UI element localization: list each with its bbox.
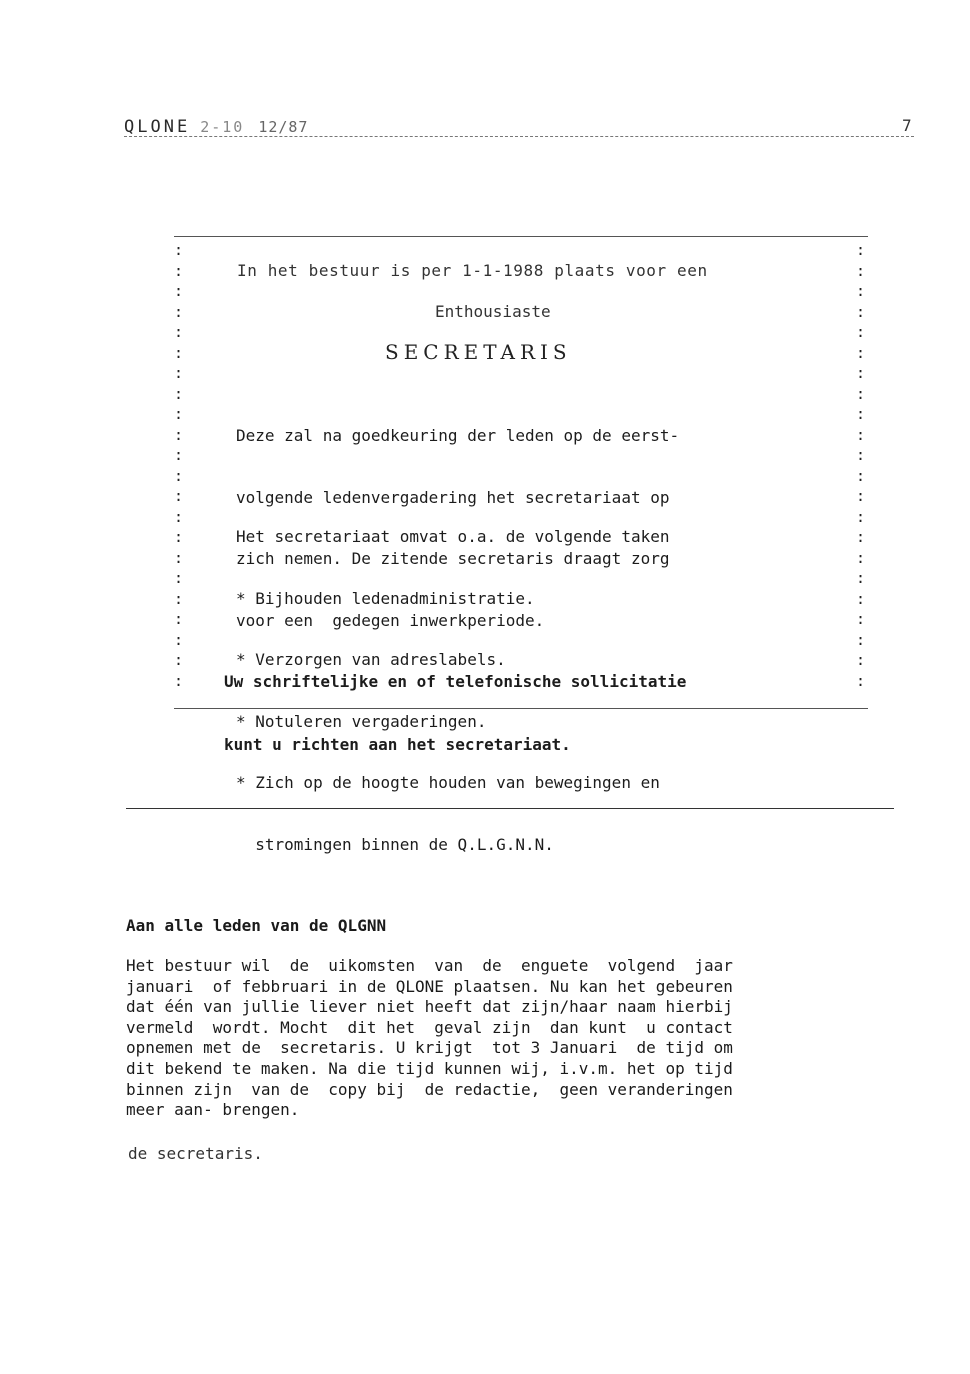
ad-box-top-rule bbox=[174, 236, 868, 237]
masthead-title: QLONE bbox=[124, 117, 191, 137]
notice-title: Aan alle leden van de QLGNN bbox=[126, 916, 387, 935]
notice-body bbox=[126, 956, 733, 1121]
ad-paragraph-line: zich nemen. De zitende secretaris draagt zorg bbox=[236, 549, 670, 568]
notice-line: binnen zijn van de copy bij de redactie, geen veranderingen bbox=[126, 1079, 733, 1099]
notice-line: dit bekend te maken. Na die tijd kunnen wij, i.v.m. het op tijd bbox=[126, 1058, 733, 1078]
notice-line: dat één van jullie liever niet heeft dat zijn/haar naam hierbij bbox=[126, 997, 733, 1017]
header-rule bbox=[124, 136, 914, 137]
notice-line: januari of febbruari in de QLONE plaatsen. Nu kan het gebeuren bbox=[126, 976, 733, 996]
notice-line: opnemen met de secretaris. U krijgt tot 3 Januari de tijd om bbox=[126, 1038, 733, 1058]
notice-line: Het bestuur wil de uikomsten van de enguete volgend jaar bbox=[126, 956, 733, 975]
ad-box-bottom-rule bbox=[174, 708, 868, 709]
ad-heading: SECRETARIS bbox=[385, 340, 572, 364]
ad-closing-line: kunt u richten aan het secretariaat. bbox=[224, 735, 571, 754]
ad-closing bbox=[224, 629, 686, 776]
ad-intro: In het bestuur is per 1-1-1988 plaats voor een bbox=[237, 261, 708, 280]
notice-signature: de secretaris. bbox=[128, 1144, 263, 1163]
notice-line: vermeld wordt. Mocht dit het geval zijn dan kunt u contact bbox=[126, 1017, 733, 1037]
ad-subheading: Enthousiaste bbox=[435, 302, 551, 321]
ad-task-item: * Verzorgen van adreslabels. bbox=[236, 650, 506, 669]
issue-date: 12/87 bbox=[258, 118, 309, 136]
section-divider bbox=[126, 808, 894, 809]
ad-paragraph-line: Deze zal na goedkeuring der leden op de eerst- bbox=[236, 426, 680, 445]
ad-task-intro: Het secretariaat omvat o.a. de volgende taken bbox=[236, 527, 670, 546]
ad-task-item: * Zich op de hoogte houden van bewegingen en bbox=[236, 773, 660, 792]
ad-paragraph-line: voor een gedegen inwerkperiode. bbox=[236, 610, 545, 630]
ad-task-item-continuation: stromingen binnen de Q.L.G.N.N. bbox=[236, 834, 554, 854]
ad-task-item: * Notuleren vergaderingen. bbox=[236, 711, 487, 731]
ad-closing-line: Uw schriftelijke en of telefonische sollicitatie bbox=[224, 672, 687, 691]
ad-paragraph-line: volgende ledenvergadering het secretariaat op bbox=[236, 487, 670, 507]
ad-task-item: * Bijhouden ledenadministratie. bbox=[236, 588, 535, 608]
page-number: 7 bbox=[902, 116, 912, 135]
ad-box-right-border: : : : : : : : : : : : : : : : : : : : : : : bbox=[856, 241, 866, 690]
ad-box-left-border: : : : : : : : : : : : : : : : : : : : : : : bbox=[174, 241, 184, 690]
issue-number: 2-10 bbox=[200, 118, 245, 136]
notice-line: meer aan- brengen. bbox=[126, 1100, 300, 1120]
header-masthead bbox=[124, 117, 308, 137]
